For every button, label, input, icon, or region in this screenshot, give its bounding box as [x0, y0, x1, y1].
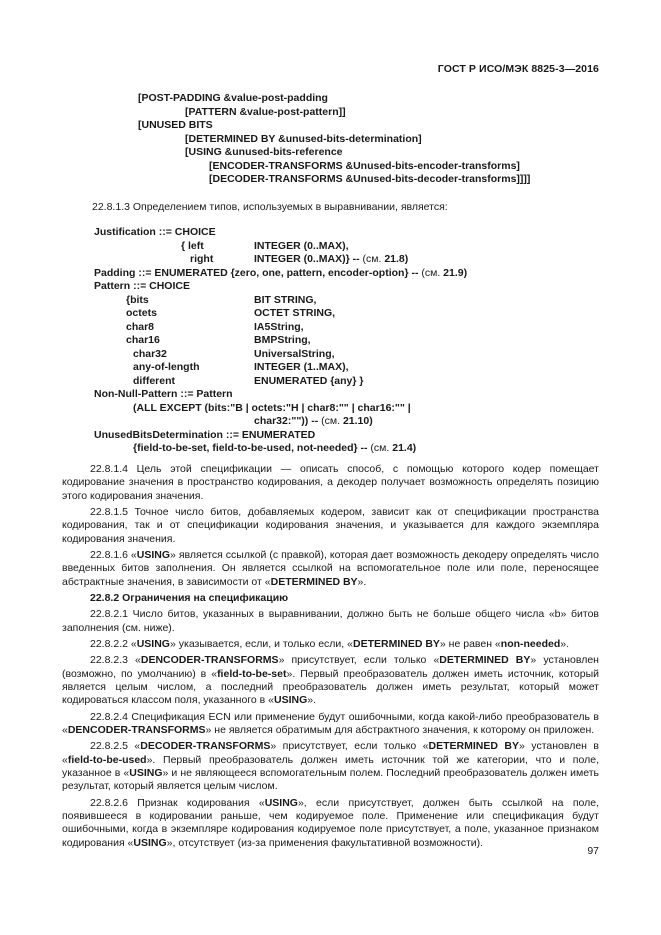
paragraph: 22.8.2.2 «USING» указывается, если, и только если, «DETERMINED BY» не равен «non-needed».: [90, 638, 570, 651]
pattern-alt-name: char16: [126, 334, 160, 346]
justification-left-type: INTEGER (0..MAX),: [254, 239, 349, 252]
unused-bits-line: {field-to-be-set, field-to-be-used, not-needed} -- (см. 21.4): [133, 442, 417, 454]
code-line: [ENCODER-TRANSFORMS &Unused-bits-encoder-transforms]: [209, 159, 520, 172]
padding-definition: Padding ::= ENUMERATED {zero, one, pattern, encoder-option} -- (см. 21.9): [94, 266, 468, 279]
code-line: [DECODER-TRANSFORMS &Unused-bits-decoder-transforms]]]]: [209, 173, 531, 185]
pattern-alt-type: OCTET STRING,: [254, 307, 336, 319]
paragraph: 22.8.2.4 Спецификация ECN или применение будут ошибочными, когда какой-либо преобразователь в «DENCODER-TRANSFORMS» не является обратимым для абстрактного значения, к которому он приложен.: [62, 710, 599, 736]
paragraph: 22.8.1.5 Точное число битов, добавляемых кодером, зависит как от спецификации пространства кодирования, так и от спецификации кодирования значения, и указывается для каждого экземпляра кодирования значения.: [62, 505, 599, 545]
pattern-alt-type: INTEGER (1..MAX),: [254, 361, 349, 373]
paragraph: 22.8.1.4 Цель этой спецификации — описать способ, с помощью которого кодер помещает кодирование значения в пространство кодирования, а декодер получает возможность определять позицию этого кодирования значения.: [62, 463, 599, 502]
paragraph: 22.8.2.5 «DECODER-TRANSFORMS» присутствует, если только «DETERMINED BY» установлен в «field-to-be-used». Первый преобразователь должен иметь источник той же категории, что и поле, указанное в «USING» и не являющееся вспомогательным полем. Последний преобразователь должен иметь результат, который является целым числом.: [62, 740, 599, 793]
justification-right-name: right: [190, 253, 214, 265]
code-line: [UNUSED BITS: [138, 119, 213, 131]
code-line: [USING &unused-bits-reference: [185, 146, 343, 158]
non-null-pattern-line: char32:"")) -- (см. 21.10): [254, 415, 373, 427]
paragraph: 22.8.2.6 Признак кодирования «USING», если присутствует, должен быть ссылкой на поле, появившееся в кодировании раньше, чем кодируемое поле. Применение или спецификация будут ошибочными, когда в экземпляре кодирования кодируемое поле присутствует, а поле, указанное признаком кодирования «USING», отсутствует (из-за применения факультативной возможности).: [62, 796, 599, 849]
paragraph: 22.8.2.1 Число битов, указанных в выравнивании, должно быть не больше общего числа «b» битов заполнения (см. ниже).: [62, 608, 599, 634]
non-null-pattern-line: (ALL EXCEPT (bits:"B | octets:"H | char8:"" | char16:"" |: [133, 401, 411, 414]
pattern-alt-type: UniversalString,: [254, 347, 335, 360]
code-line: [PATTERN &value-post-pattern]]: [185, 105, 346, 118]
pattern-alt-name: char8: [126, 320, 155, 333]
justification-head: Justification ::= CHOICE: [94, 226, 216, 238]
non-null-pattern-head: Non-Null-Pattern ::= Pattern: [94, 388, 233, 400]
pattern-head: Pattern ::= CHOICE: [94, 280, 190, 292]
paragraph: 22.8.1.6 «USING» является ссылкой (с правкой), которая дает возможность декодеру определять число введенных битов заполнения. Он является ссылкой на вспомогательное поле или поле, переносящее абстрактные значения, в зависимости от «DETERMINED BY».: [62, 548, 599, 588]
pattern-alt-type: IA5String,: [254, 320, 304, 333]
body-text: [62, 463, 599, 853]
pattern-alt-name: any-of-length: [133, 361, 200, 373]
justification-right-type: INTEGER (0..MAX)} -- (см. 21.8): [254, 253, 409, 265]
pattern-alt-type: BMPString,: [254, 334, 311, 346]
pattern-alt-name: char32: [133, 347, 167, 360]
pattern-alt-name: octets: [126, 307, 157, 319]
intro-paragraph: 22.8.1.3 Определением типов, используемых в выравнивании, является:: [92, 201, 448, 213]
pattern-alt-name: {bits: [126, 293, 149, 306]
paragraph: 22.8.2.3 «DENCODER-TRANSFORMS» присутствует, если только «DETERMINED BY» установлен (возможно, по умолчанию) в «field-to-be-set». Первый преобразователь должен иметь источник, который является целым числом, а последний преобразователь должен иметь результат, который может кодироваться классом поля, указанного в «USING».: [62, 654, 600, 707]
code-line: [POST-PADDING &value-post-padding: [138, 92, 328, 104]
pattern-alt-type: ENUMERATED {any} }: [254, 374, 364, 387]
unused-bits-head: UnusedBitsDetermination ::= ENUMERATED: [94, 428, 316, 441]
code-line: [DETERMINED BY &unused-bits-determination]: [185, 132, 422, 145]
pattern-alt-type: BIT STRING,: [254, 293, 317, 306]
justification-left-name: { left: [181, 239, 204, 252]
page-number: 97: [587, 845, 599, 857]
pattern-alt-name: different: [133, 374, 175, 387]
section-heading: 22.8.2 Ограничения на спецификацию: [90, 591, 289, 604]
page-header-standard: ГОСТ Р ИСО/МЭК 8825-3—2016: [437, 63, 599, 75]
